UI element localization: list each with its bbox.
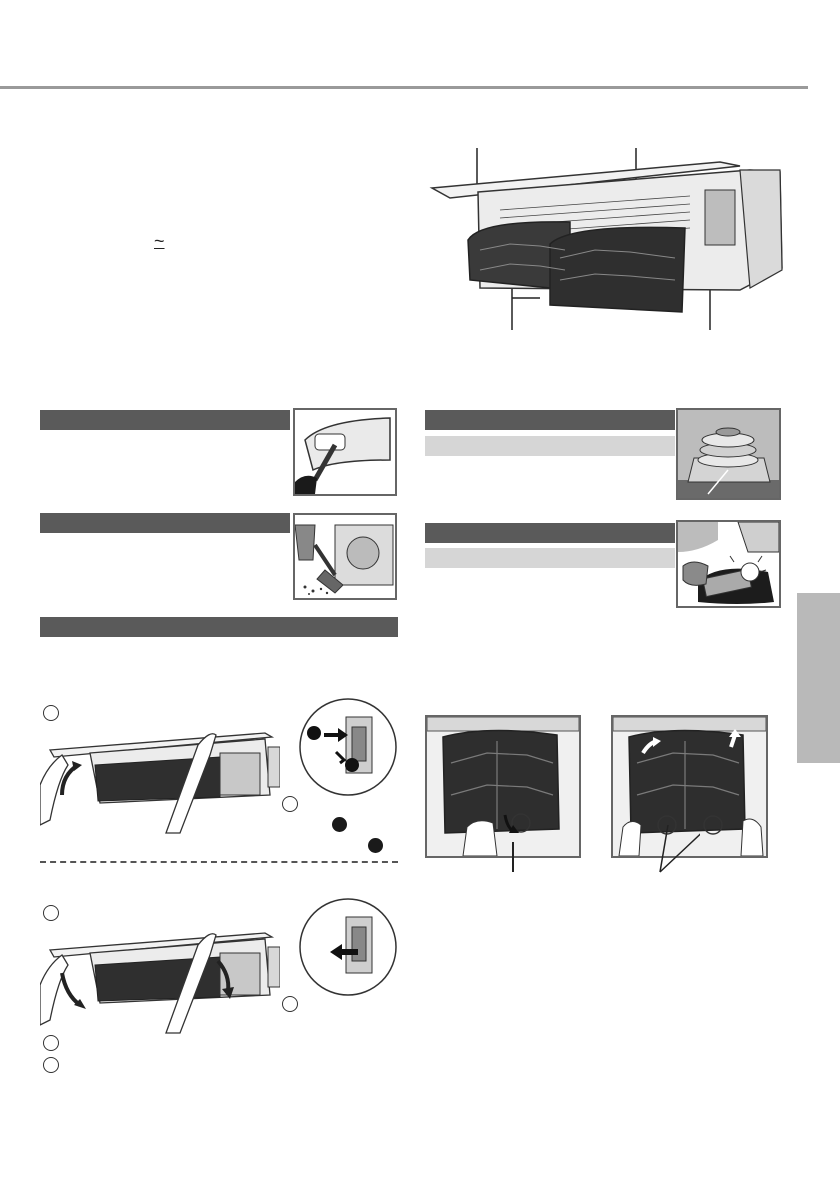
washing-illustration-box — [676, 520, 781, 608]
hinge-release-detail — [296, 697, 400, 797]
filter-removal-box — [425, 715, 581, 858]
section-subheader-bar-5 — [425, 548, 675, 568]
section-header-bar-5 — [425, 523, 675, 543]
step-marker-a1 — [43, 705, 59, 721]
step-marker-b4 — [43, 1057, 59, 1073]
section-subheader-bar-4 — [425, 436, 675, 456]
brush-cleaning-outdoor-unit — [295, 515, 395, 598]
insertion-leader-lines — [640, 825, 700, 873]
step-divider — [40, 861, 398, 863]
basin-illustration-box — [676, 408, 781, 500]
section-header-bar-4 — [425, 410, 675, 430]
filter-removal-pull-down — [427, 717, 579, 856]
section-header-bar-3 — [40, 617, 398, 637]
ac-symbol: ~ — [154, 231, 165, 251]
vacuum-cleaner-on-unit — [295, 410, 395, 494]
indoor-unit-illustration — [420, 140, 800, 340]
front-panel-close-illustration — [40, 925, 280, 1035]
hinge-attach-detail — [296, 897, 400, 997]
header-rule — [0, 86, 808, 89]
filter-stacked-in-basin — [678, 410, 779, 498]
section-header-bar-1 — [40, 410, 290, 430]
vacuum-illustration-box — [293, 408, 397, 496]
brush-illustration-box — [293, 513, 397, 600]
step-marker-b3 — [43, 1035, 59, 1051]
step-dot-1 — [332, 817, 347, 832]
front-panel-lift-illustration — [40, 725, 280, 835]
filter-washing-under-water — [678, 522, 779, 606]
step-marker-a2 — [282, 796, 298, 812]
side-index-tab — [797, 593, 840, 763]
step-marker-b1 — [43, 905, 59, 921]
step-marker-b2 — [282, 996, 298, 1012]
step-dot-2 — [368, 838, 383, 853]
section-header-bar-2 — [40, 513, 290, 533]
removal-leader-line — [512, 842, 514, 872]
